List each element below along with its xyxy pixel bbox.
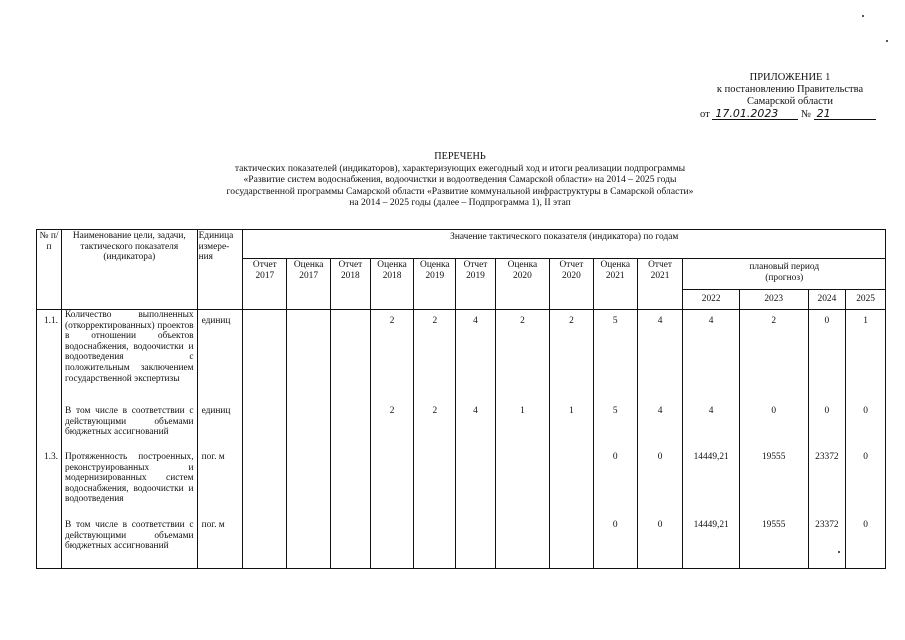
scan-speck [838, 551, 840, 553]
cell-value: 1 [495, 402, 549, 444]
header-year-8: Оценка 2021 [593, 259, 637, 310]
number-label: № [800, 109, 811, 120]
cell-value [287, 444, 331, 514]
cell-plan: 23372 [808, 514, 846, 569]
cell-value [243, 310, 287, 403]
cell-value: 2 [414, 310, 456, 403]
cell-value: 0 [593, 444, 637, 514]
header-name: Наименование цели, задачи, тактического показателя (индикатора) [62, 230, 198, 310]
heading-line: «Развитие систем водоснабжения, водоочистки и водоотведения Самарской области» на 2014 – 2025 годы [243, 174, 677, 186]
appendix-line2: Самарской области [747, 96, 833, 107]
decree-signature-line [690, 108, 890, 121]
cell-value: 4 [456, 402, 496, 444]
cell-value [414, 514, 456, 569]
cell-unit: пог. м [197, 514, 243, 569]
cell-value: 0 [593, 514, 637, 569]
cell-plan: 19555 [739, 514, 808, 569]
appendix-block [690, 72, 890, 121]
heading-line: государственной программы Самарской области «Развитие коммунальной инфраструктуры в Самарской области» [226, 185, 694, 197]
cell-value: 2 [495, 310, 549, 403]
from-label: от [700, 109, 710, 120]
cell-value [243, 514, 287, 569]
cell-value [414, 444, 456, 514]
cell-name: Протяженность построенных, реконструированных и модернизированных систем водоснабжения, водоочистки и водоотведения [62, 444, 198, 514]
header-year-5: Отчет 2019 [456, 259, 496, 310]
cell-value: 4 [456, 310, 496, 403]
header-plan-year: 2022 [683, 290, 739, 310]
cell-plan: 0 [739, 402, 808, 444]
cell-value [495, 514, 549, 569]
cell-value: 4 [637, 402, 683, 444]
table-row [37, 444, 886, 514]
header-year-6: Оценка 2020 [495, 259, 549, 310]
cell-plan: 0 [808, 310, 846, 403]
cell-value [550, 514, 594, 569]
cell-value: 2 [370, 310, 414, 403]
cell-value [243, 444, 287, 514]
cell-plan: 0 [846, 402, 886, 444]
header-value: Значение тактического показателя (индикатора) по годам [243, 230, 886, 259]
appendix-title: ПРИЛОЖЕНИЕ 1 [749, 72, 831, 83]
cell-plan: 14449,21 [683, 514, 739, 569]
cell-value [331, 444, 371, 514]
cell-value: 4 [637, 310, 683, 403]
cell-name: В том числе в соответствии с действующими объемами бюджетных ассигнований [62, 402, 198, 444]
cell-unit: пог. м [197, 444, 243, 514]
decree-number: 21 [814, 108, 876, 120]
cell-num: 1.1. [37, 310, 62, 403]
cell-plan: 19555 [739, 444, 808, 514]
header-plan-year: 2025 [846, 290, 886, 310]
header-year-1: Оценка 2017 [287, 259, 331, 310]
cell-value [331, 402, 371, 444]
indicators-table [36, 229, 886, 569]
cell-value [495, 444, 549, 514]
header-year-2: Отчет 2018 [331, 259, 371, 310]
heading-title: ПЕРЕЧЕНЬ [434, 151, 486, 162]
appendix-line1: к постановлению Правительства [716, 84, 864, 95]
cell-unit: единиц [197, 402, 243, 444]
cell-num: 1.3. [37, 444, 62, 514]
table-row [37, 310, 886, 403]
header-planned: плановый период (прогноз) [683, 259, 886, 290]
scan-speck [886, 40, 888, 42]
cell-value: 2 [370, 402, 414, 444]
cell-value: 0 [637, 444, 683, 514]
cell-value: 2 [550, 310, 594, 403]
header-unit: Единица измере-ния [197, 230, 243, 310]
cell-plan: 4 [683, 310, 739, 403]
cell-value [331, 514, 371, 569]
heading-line: тактических показателей (индикаторов), характеризующих ежегодный ход и итоги реализации подпрограммы [234, 162, 686, 174]
cell-value [287, 514, 331, 569]
cell-value [456, 444, 496, 514]
cell-plan: 4 [683, 402, 739, 444]
cell-name: В том числе в соответствии с действующими объемами бюджетных ассигнований [62, 514, 198, 569]
cell-plan: 2 [739, 310, 808, 403]
table-row [37, 514, 886, 569]
cell-value: 5 [593, 310, 637, 403]
document-heading [150, 151, 770, 209]
cell-plan: 14449,21 [683, 444, 739, 514]
header-plan-year: 2024 [808, 290, 846, 310]
header-year-3: Оценка 2018 [370, 259, 414, 310]
header-year-0: Отчет 2017 [243, 259, 287, 310]
cell-value [243, 402, 287, 444]
header-num: № п/п [37, 230, 62, 310]
cell-num [37, 514, 62, 569]
decree-date: 17.01.2023 [712, 108, 798, 120]
cell-num [37, 402, 62, 444]
cell-plan: 1 [846, 310, 886, 403]
cell-value: 5 [593, 402, 637, 444]
cell-value [456, 514, 496, 569]
scan-speck [862, 15, 864, 17]
cell-value [550, 444, 594, 514]
header-year-4: Оценка 2019 [414, 259, 456, 310]
cell-name: Количество выполненных (откорректированных) проектов в отношении объектов водоснабжения, водоочистки и водоотведения с положительным заключением государственной экспертизы [62, 310, 198, 403]
table-row [37, 402, 886, 444]
cell-plan: 0 [846, 444, 886, 514]
header-year-9: Отчет 2021 [637, 259, 683, 310]
header-plan-year: 2023 [739, 290, 808, 310]
cell-value [370, 444, 414, 514]
heading-line: на 2014 – 2025 годы (далее – Подпрограмма 1), II этап [349, 197, 571, 209]
cell-value [331, 310, 371, 403]
cell-value: 1 [550, 402, 594, 444]
cell-plan: 0 [846, 514, 886, 569]
cell-value [287, 402, 331, 444]
cell-unit: единиц [197, 310, 243, 403]
cell-value: 2 [414, 402, 456, 444]
cell-value: 0 [637, 514, 683, 569]
cell-value [370, 514, 414, 569]
cell-value [287, 310, 331, 403]
cell-plan: 23372 [808, 444, 846, 514]
header-year-7: Отчет 2020 [550, 259, 594, 310]
cell-plan: 0 [808, 402, 846, 444]
